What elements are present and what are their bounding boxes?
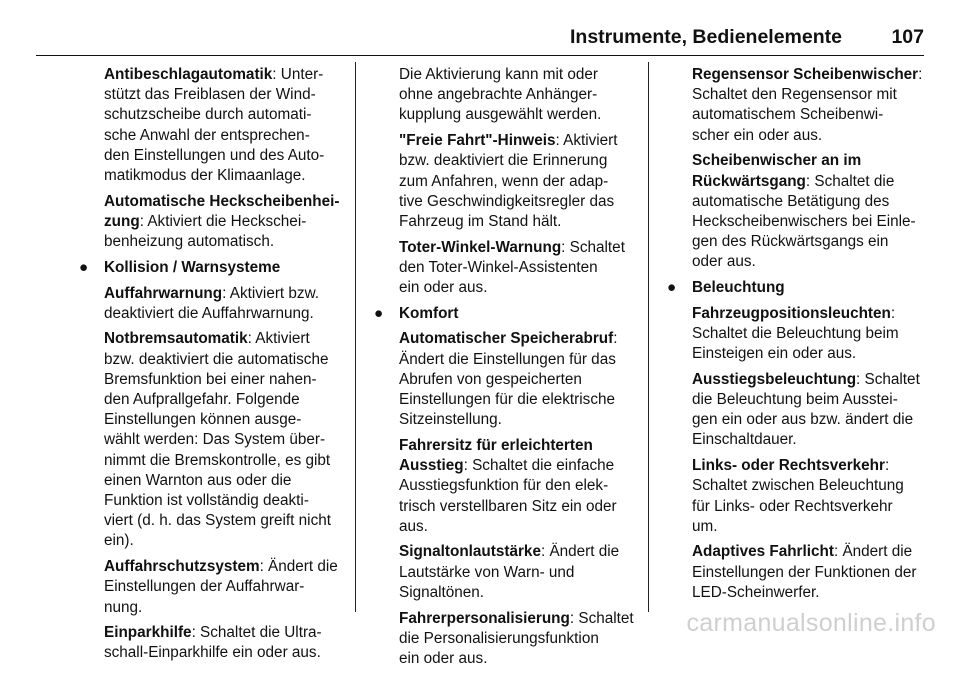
text: : Ändert die [833,543,913,561]
paragraph-heckscheibenheizung [104,192,346,253]
term: Auffahrschutzsystem [104,558,260,576]
term: Automatische Heckscheibenhei- [104,192,340,210]
paragraph-adaptives-fahrlicht [692,542,928,603]
line: ein). [104,532,134,550]
line: deaktiviert die Auffahrwarnung. [104,304,314,322]
bullet-label: Beleuchtung [692,279,785,297]
bullet-label: Kollision / Warnsysteme [104,258,281,276]
line: ein oder aus. [399,649,488,667]
line: Funktion ist vollständig deakti- [104,492,309,510]
line: Einstellungen der Auffahrwar- [104,578,305,596]
line: Einschaltdauer. [692,431,797,449]
line: sche Anwahl der entsprechen- [104,126,310,144]
term: Ausstieg [399,457,464,475]
line: die Personalisierungsfunktion [399,629,599,647]
paragraph-freie-fahrt [399,131,637,232]
line: oder aus. [692,253,756,271]
line: LED-Scheinwerfer. [692,583,820,601]
column-divider [648,62,649,612]
line: bzw. deaktiviert die Erinnerung [399,152,608,170]
bullet-icon: ● [667,279,677,297]
bullet-heading [374,304,637,324]
line: matikmodus der Klimaanlage. [104,167,306,185]
bullet-icon: ● [374,304,384,322]
paragraph-signaltonlautstaerke [399,542,637,603]
column-divider [355,62,356,612]
paragraph-ausstiegsbeleuchtung [692,370,928,451]
term: Toter-Winkel-Warnung [399,238,562,256]
text: : [613,330,618,348]
paragraph-antibeschlagautomatik [104,65,346,186]
paragraph-speicherabruf [399,329,637,430]
text: : Aktiviert bzw. [222,284,320,302]
line: für Links- oder Rechtsverkehr [692,497,893,515]
term: Notbremsautomatik [104,330,248,348]
text: : Ändert die [540,543,620,561]
text: : Schaltet [561,238,625,256]
text: : Schaltet die Ultra- [191,624,322,642]
term: Fahrerpersonalisierung [399,609,570,627]
text: : Schaltet [569,609,634,627]
line: schall-Einparkhilfe ein oder aus. [104,644,321,662]
line: aus. [399,517,428,535]
term: Fahrersitz für erleichterten [399,436,593,454]
line: Abrufen von gespeicherten [399,370,582,388]
text: : [890,304,896,322]
line: Schaltet den Regensensor mit [692,86,897,104]
text: : Aktiviert [247,330,310,348]
line: die Beleuchtung beim Ausstei- [692,391,898,409]
line: zum Anfahren, wenn der adap- [399,172,609,190]
term: Antibeschlagautomatik [104,66,273,83]
paragraph-einparkhilfe [104,623,346,663]
paragraph-fahrzeugpositionsleuchten [692,304,928,365]
line: Schaltet zwischen Beleuchtung [692,477,904,495]
line: scher ein oder aus. [692,126,823,144]
line: automatische Betätigung des [692,192,890,210]
term: Fahrzeugpositionsleuchten [692,304,891,322]
line: Schaltet die Beleuchtung beim [692,324,899,342]
line: automatischem Scheibenwi- [692,106,884,124]
line: Bremsfunktion bei einer nahen- [104,370,317,388]
line: den Einstellungen und des Auto- [104,146,325,164]
line: viert (d. h. das System greift nicht [104,512,331,530]
bullet-heading [667,278,928,298]
line: kupplung ausgewählt werden. [399,106,602,124]
column-2 [374,65,637,675]
line: ein oder aus. [399,279,488,297]
paragraph-auffahrschutzsystem [104,557,346,618]
term: Rückwärtsgang [692,172,806,190]
term: Auffahrwarnung [104,284,223,302]
paragraph-notbremsautomatik [104,329,346,551]
line: Die Aktivierung kann mit oder [399,66,598,83]
text: : Schaltet [856,370,920,388]
term: Ausstiegsbeleuchtung [692,370,857,388]
text: : Aktiviert die Heckschei- [139,212,307,230]
bullet-icon: ● [79,258,89,276]
term: Scheibenwischer an im [692,152,862,170]
line: den Aufprallgefahr. Folgende [104,391,300,409]
term: Adaptives Fahrlicht [692,543,834,561]
line: Ausstiegsfunktion für den elek- [399,477,609,495]
paragraph-aktivierung [399,65,637,126]
line: Einstellungen der Funktionen der [692,563,917,581]
paragraph-toter-winkel [399,238,637,299]
line: Einstellungen für die elektrische [399,391,615,409]
line: einen Warnton aus oder die [104,471,292,489]
line: gen ein oder aus bzw. ändert die [692,411,914,429]
term: Signaltonlautstärke [399,543,541,561]
section-title: Instrumente, Bedienelemente [570,26,842,48]
line: den Toter-Winkel-Assistenten [399,258,598,276]
watermark: carmanualsonline.info [686,609,936,637]
bullet-label: Komfort [399,304,459,322]
term: "Freie Fahrt"-Hinweis [399,132,556,150]
term: Einparkhilfe [104,624,192,642]
line: Einsteigen ein oder aus. [692,345,857,363]
line: trisch verstellbaren Sitz ein oder [399,497,617,515]
term: zung [104,212,140,230]
line: nimmt die Bremskontrolle, es gibt [104,451,331,469]
line: Sitzeinstellung. [399,411,502,429]
line: ohne angebrachte Anhänger- [399,86,598,104]
line: benheizung automatisch. [104,233,275,251]
term: Automatischer Speicherabruf [399,330,614,348]
text: : [918,66,923,83]
line: um. [692,517,718,535]
line: stützt das Freiblasen der Wind- [104,86,316,104]
page-header [0,26,960,58]
paragraph-regensensor [692,65,928,146]
text: : Unter- [272,66,324,83]
line: schutzscheibe durch automati- [104,106,312,124]
line: Signaltönen. [399,583,485,601]
line: Einstellungen können ausge- [104,411,302,429]
line: bzw. deaktiviert die automatische [104,350,329,368]
line: Heckscheibenwischers bei Einle- [692,212,916,230]
line: Ändert die Einstellungen für das [399,350,616,368]
paragraph-links-rechtsverkehr [692,456,928,537]
column-3 [667,65,928,609]
bullet-heading [79,258,346,278]
term: Links- oder Rechtsverkehr [692,457,885,475]
line: gen des Rückwärtsgangs ein [692,233,889,251]
paragraph-scheibenwischer-rueckwaerts [692,151,928,272]
term: Regensensor Scheibenwischer [692,66,919,83]
text: : Schaltet die einfache [463,457,615,475]
paragraph-fahrerpersonalisierung [399,609,637,670]
text: : Schaltet die [805,172,895,190]
paragraph-auffahrwarnung [104,284,346,324]
text: : [884,457,890,475]
line: Fahrzeug im Stand hält. [399,212,562,230]
page-number: 107 [891,26,924,48]
line: wählt werden: Das System über- [104,431,326,449]
paragraph-fahrersitz [399,436,637,537]
column-1 [79,65,346,669]
text: : Ändert die [259,558,338,576]
line: tive Geschwindigkeitsregler das [399,192,615,210]
line: nung. [104,598,143,616]
line: Lautstärke von Warn- und [399,563,575,581]
header-divider [36,55,924,56]
text: : Aktiviert [555,132,618,150]
